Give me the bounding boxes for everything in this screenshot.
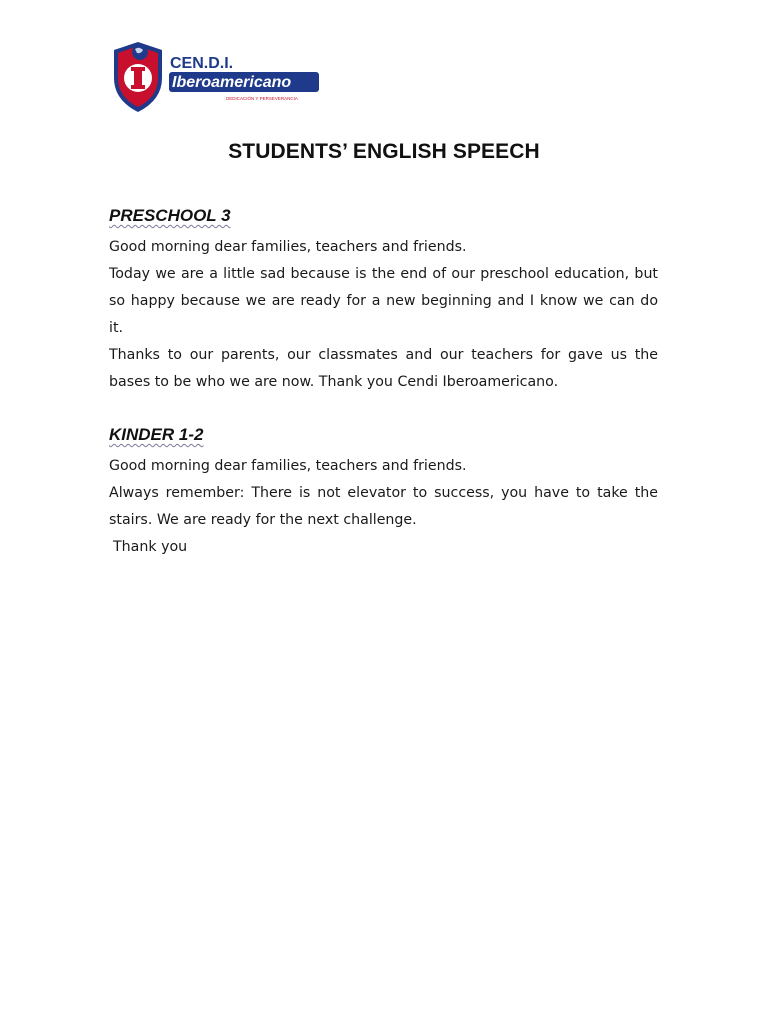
paragraph: Thank you <box>113 539 188 555</box>
section-heading-kinder: KINDER 1-2 <box>109 425 204 444</box>
logo-tagline: DEDICACIÓN Y PERSEVERANCIA <box>226 96 298 101</box>
cendi-logo-icon <box>110 40 322 114</box>
section-heading-preschool: PRESCHOOL 3 <box>109 206 231 225</box>
logo-line2: Iberoamericano <box>172 74 292 91</box>
paragraph: Good morning dear families, teachers and friends. <box>109 458 467 474</box>
paragraph: Good morning dear families, teachers and friends. <box>109 239 467 255</box>
document-title: STUDENTS’ ENGLISH SPEECH <box>228 140 540 163</box>
section-body-kinder <box>109 453 658 561</box>
logo-line1: CEN.D.I. <box>170 55 234 72</box>
paragraph: Today we are a little sad because is the end of our preschool education, but so happy because we are ready for a new beginning and I know we can do it. <box>109 266 658 336</box>
school-logo <box>110 40 322 114</box>
paragraph: Always remember: There is not elevator to success, you have to take the stairs. We are ready for the next challenge. <box>109 485 658 528</box>
paragraph: Thanks to our parents, our classmates and our teachers for gave us the bases to be who we are now. Thank you Cendi Iberoamericano. <box>109 347 658 390</box>
section-body-preschool <box>109 234 658 396</box>
